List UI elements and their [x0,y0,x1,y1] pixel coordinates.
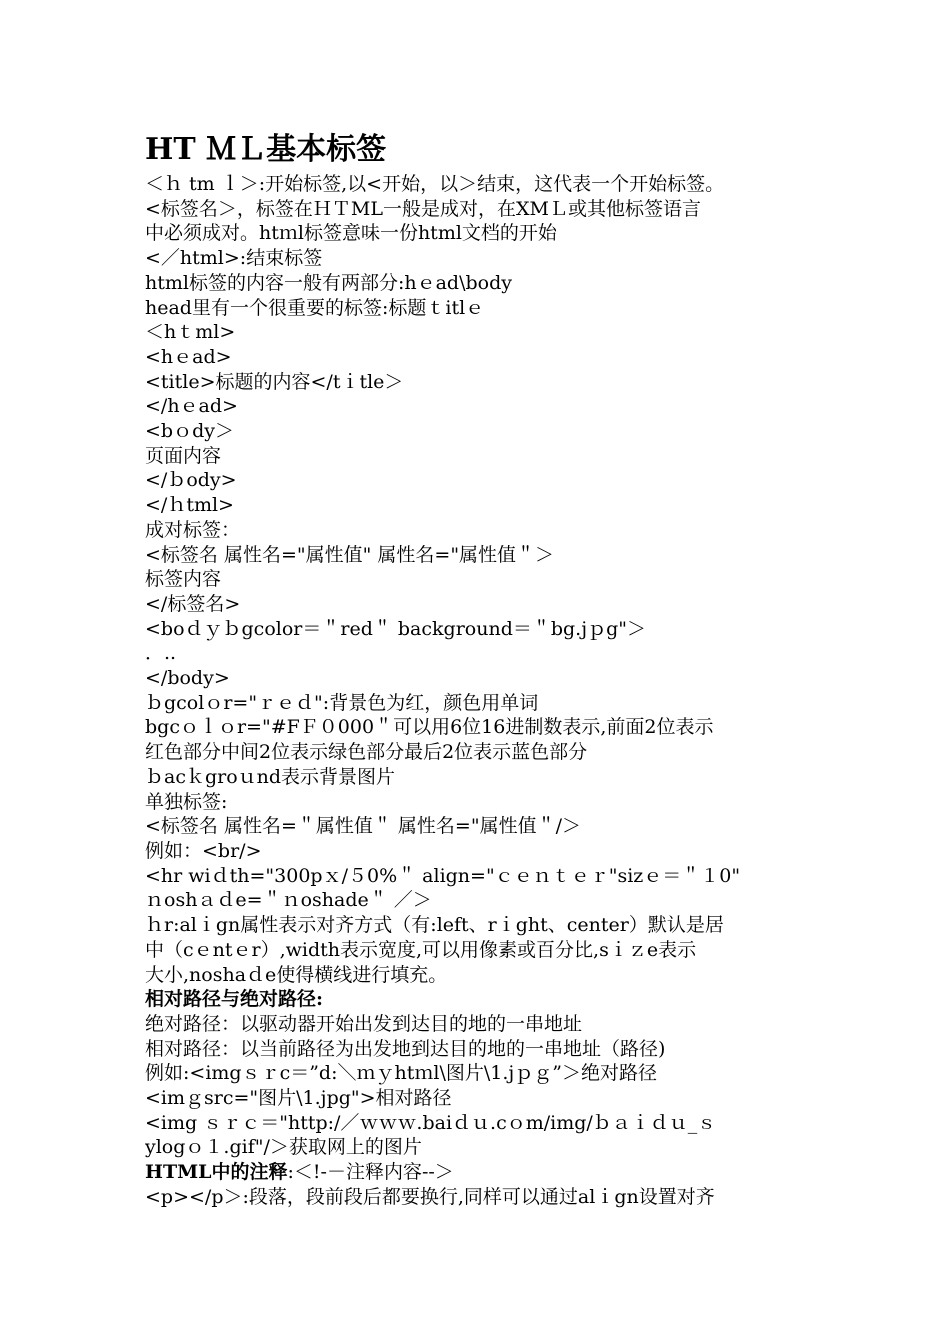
text-line: 相对路径与绝对路径: [145,988,324,1011]
text-line: 成对标签： [145,518,241,541]
text-line: 红色部分中间2位表示绿色部分最后2位表示蓝色部分 [145,741,588,764]
document-page [145,128,815,1210]
text-line: ylogｏ１.gif"/＞获取网上的图片 [145,1136,422,1159]
text-line: <title>标题的内容</tｉtle＞ [145,370,404,393]
last-line: <p></p＞:段落，段前段后都要换行,同样可以通过alｉgn设置对齐 [145,1185,715,1208]
text-line: <标签名 属性名="属性值" 属性名="属性值＂＞ [145,543,555,566]
text-line: head里有一个很重要的标签:标题ｔitlｅ [145,296,485,319]
text-line: <boｄｙｂgcolor＝＂red＂ background＝＂bg.jｐg"＞ [145,617,647,640]
text-line: <／html>:结束标签 [145,247,323,270]
text-line: 中（cｅntｅr）,width表示宽度,可以用像素或百分比,sｉｚe表示 [145,938,697,961]
text-line: ＜ｈ tm ｌ＞:开始标签,以<开始，以＞结束，这代表一个开始标签。 [145,173,725,195]
text-line: <hｅad> [145,345,232,368]
text-line: ｂacｋgroｕnd表示背景图片 [145,765,396,788]
text-line: 例如:<imgｓｒc＝”d:＼ｍｙhtｍl\图片\1.jｐｇ”＞绝对路径 [145,1062,657,1085]
text-line: <标签名 属性名=＂属性值＂ 属性名="属性值＂/＞ [145,815,581,838]
document-body [145,172,815,1160]
text-line: ．.. [145,642,177,665]
text-line: <img ｓｒｃ＝"http:/／ｗｗｗ.baiｄｕ.cｏm/img/ｂａｉｄｕ_ｓ [145,1111,717,1134]
text-line: </标签名> [145,592,241,615]
comment-line [145,1160,815,1185]
text-line: 例如：<br/> [145,839,262,862]
text-line: </ｂody> [145,469,237,492]
text-line: 大小,noshaｄe使得横线进行填充。 [145,963,448,986]
text-line: html标签的内容一般有两部分:hｅad\body [145,271,512,294]
text-line: 绝对路径：以驱动器开始出发到达目的地的一串地址 [145,1012,583,1035]
text-line: <imｇsrc="图片\1.jpg">相对路径 [145,1087,452,1110]
text-line: 页面内容 [145,444,222,467]
text-line: </body> [145,667,230,690]
text-line: ＜hｔml> [145,321,236,344]
comment-text: :＜!-－注释内容--＞ [287,1161,454,1184]
text-line: 单独标签: [145,790,228,813]
text-line: ｂgcolｏr="ｒｅｄ":背景色为红，颜色用单词 [145,691,539,714]
text-line: 相对路径：以当前路径为出发地到达目的地的一串地址（路径) [145,1037,666,1060]
text-line: bgcｏｌｏr="#FＦ０000＂可以用6位16进制数表示,前面2位表示 [145,716,714,739]
text-line: <标签名＞，标签在ＨＴML一般是成对，在XMＬ或其他标签语言 [145,197,701,220]
text-line: </hｅad> [145,395,238,418]
comment-label: HTML中的注释 [145,1161,288,1184]
text-line: 标签内容 [145,568,222,591]
document-title: HT ＭＬ基本标签 [145,132,387,167]
text-line: <hr wiｄth="300pｘ/５0%＂ align="ｃｅｎｔｅｒ"sizｅ＝＂１0" [145,864,741,887]
text-line: <bｏdy＞ [145,420,234,443]
text-line: ｈr:alｉgn属性表示对齐方式（有:left、rｉght、center）默认是居 [145,914,724,937]
text-line: </ｈtml> [145,494,234,517]
text-line: ｎoshａｄe=＂ｎoshade＂ ／＞ [145,889,432,912]
text-line: 中必须成对。htｍl标签意味一份html文档的开始 [145,222,557,245]
